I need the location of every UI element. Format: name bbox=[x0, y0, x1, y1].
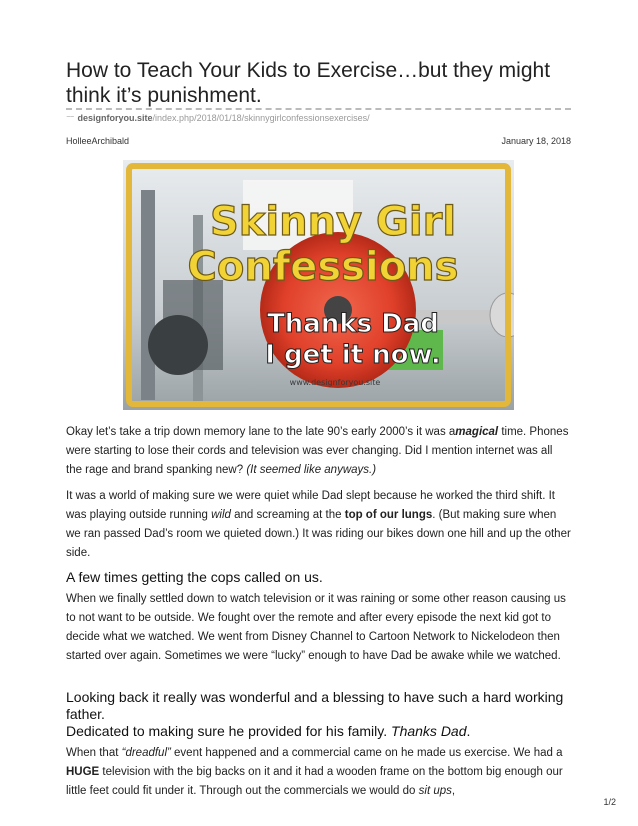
p2-wild: wild bbox=[211, 509, 231, 521]
p2-text-a: It was a world of making sure we were quiet while Dad slept because he worked the third shift. It was playing outside running bbox=[66, 490, 555, 521]
hero-title-line2: Confessions bbox=[187, 244, 459, 290]
source-domain[interactable]: designforyou.site bbox=[77, 113, 153, 123]
hero-subtitle-line1: Thanks Dad bbox=[267, 309, 439, 339]
heading-3 bbox=[66, 723, 571, 740]
link-icon: ⁻⁻ bbox=[66, 113, 74, 123]
hero-image bbox=[123, 160, 514, 410]
p4-huge: HUGE bbox=[66, 766, 100, 778]
title-divider bbox=[66, 108, 571, 110]
hero-title-line1: Skinny Girl bbox=[209, 199, 457, 245]
p4-text-g: , bbox=[451, 785, 456, 797]
p4-sit-ups: sit ups bbox=[418, 785, 452, 797]
p4-text-c: event happened and a commercial came on he made us exercise. We had a bbox=[170, 747, 563, 759]
paragraph-1 bbox=[66, 423, 571, 480]
author: HolleeArchibald bbox=[66, 136, 130, 146]
page-number: 1/2 bbox=[603, 797, 616, 807]
p4-dreadful: “dreadful” bbox=[121, 747, 171, 759]
hero-subtitle-line2: I get it now. bbox=[265, 340, 441, 370]
hero-watermark: www.designforyou.site bbox=[289, 378, 381, 387]
p4-text-e: television with the big backs on it and it had a wooden frame on the bottom big enough our little feet could fit under it. Through out the commercials we would do bbox=[66, 766, 563, 797]
h3-text-c: . bbox=[466, 723, 471, 739]
article-title: How to Teach Your Kids to Exercise…but they might think it’s punishment. bbox=[66, 59, 551, 107]
paragraph-3: When we finally settled down to watch television or it was raining or some other reason causing us to not want to be outside. We fought over the remote and after every episode the next kid got to decide what we watched. We went from Disney Channel to Cartoon Network to Nickelodeon then started over again. Sometimes we were “lucky” enough to have Dad be awake while we watched. bbox=[66, 593, 566, 662]
p2-text-e: . (But making sure when we ran passed Dad’s room we quieted down.) It was riding our bikes down one hill and up the other side. bbox=[66, 509, 571, 559]
source-path[interactable]: /index.php/2018/01/18/skinnygirlconfessionsexercises/ bbox=[152, 113, 370, 123]
p1-text-a: Okay let’s take a trip down memory lane to the late 90’s early 2000’s it was a bbox=[66, 426, 456, 438]
paragraph-4 bbox=[66, 744, 571, 801]
heading-1: A few times getting the cops called on us. bbox=[66, 569, 323, 585]
heading-2: Looking back it really was wonderful and a blessing to have such a hard working father. bbox=[66, 689, 564, 722]
p2-text-c: and screaming at the bbox=[230, 509, 345, 521]
gym-rack-left bbox=[141, 190, 155, 400]
source-line[interactable] bbox=[66, 113, 370, 124]
p4-text-a: When that bbox=[66, 747, 122, 759]
h3-thanks-dad: Thanks Dad bbox=[391, 723, 467, 739]
p1-text-c: time. Phones were starting to lose their cords and television was ever changing. Did I mention internet was all the rage and brand spanking new? bbox=[66, 426, 569, 476]
article-meta bbox=[66, 136, 571, 146]
h3-text-a: Dedicated to making sure he provided for his family. bbox=[66, 723, 392, 739]
p2-bold: top of our lungs bbox=[344, 509, 433, 521]
p1-emphasis: magical bbox=[455, 426, 499, 438]
paragraph-2 bbox=[66, 487, 571, 563]
p1-aside: (It seemed like anyways.) bbox=[246, 464, 377, 476]
weight-plate-dark bbox=[148, 315, 208, 375]
publish-date: January 18, 2018 bbox=[501, 136, 571, 146]
